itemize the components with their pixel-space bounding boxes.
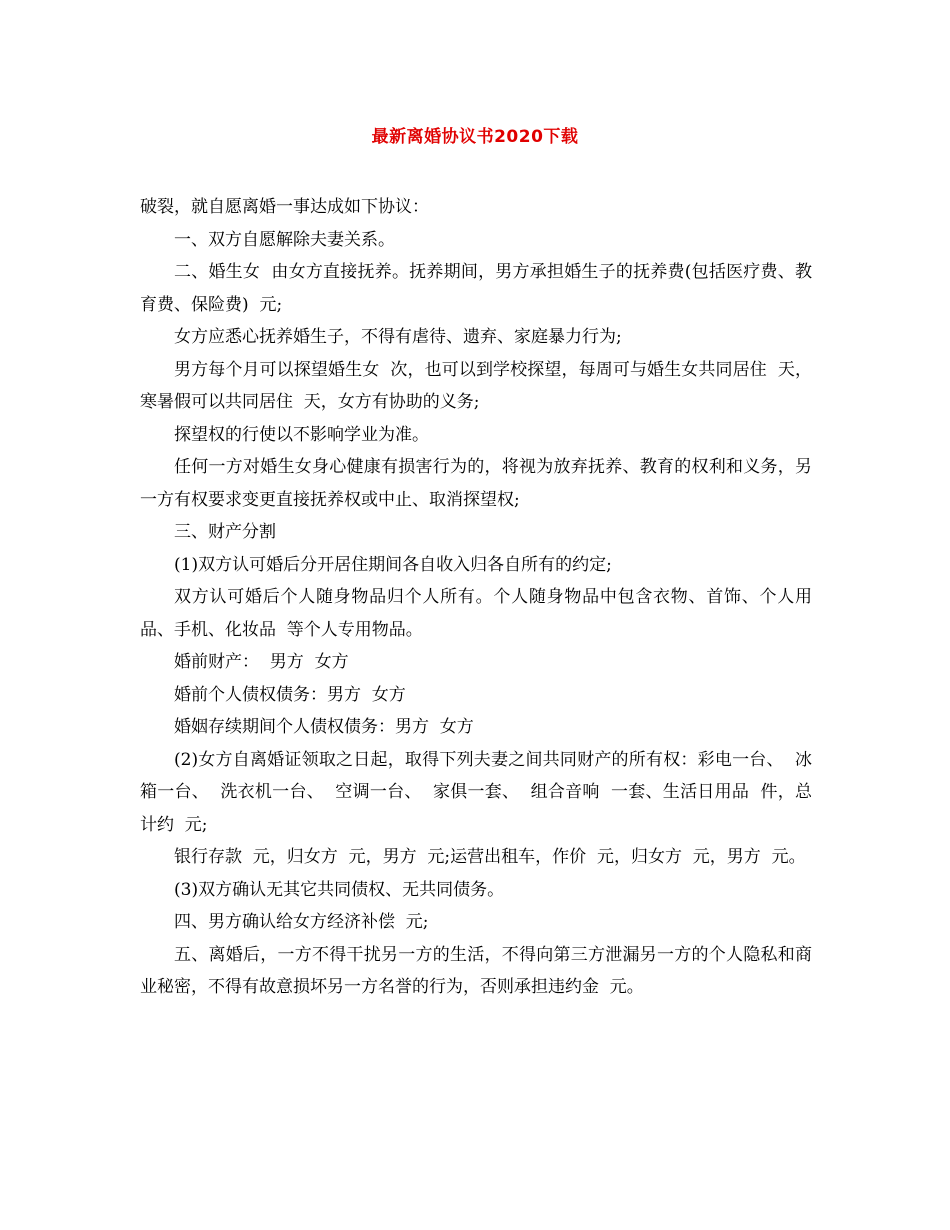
paragraph-bank-deposit: 银行存款 元，归女方 元，男方 元;运营出租车，作价 元，归女方 元，男方 元。 [174,847,806,867]
paragraph-clause-3-heading: 三、财产分割 [174,522,276,542]
paragraph-visitation-limit: 探望权的行使以不影响学业为准。 [174,424,429,445]
paragraph-clause-4: 四、男方确认给女方经济补偿 元; [174,912,429,932]
paragraph-harm-clause: 任何一方对婚生女身心健康有损害行为的，将视为放弃抚养、教育的权利和义务，另一方有权要求变更直接抚养权或中止、取消探望权; [140,457,812,510]
paragraph-clause-1: 一、双方自愿解除夫妻关系。 [174,229,395,250]
paragraph-personal-items: 双方认可婚后个人随身物品归个人所有。个人随身物品中包含衣物、首饰、个人用品、手机、化妆品 等个人专用物品。 [140,587,812,640]
document-body [140,191,812,1004]
paragraph-property-1: (1)双方认可婚后分开居住期间各自收入归各自所有的约定; [174,554,612,575]
paragraph-clause-5: 五、离婚后，一方不得干扰另一方的生活，不得向第三方泄漏另一方的个人隐私和商业秘密，不得有故意损坏另一方名誉的行为，否则承担违约金 元。 [140,944,812,997]
paragraph-property-3: (3)双方确认无其它共同债权、无共同债务。 [174,879,505,900]
document-title: 最新离婚协议书2020下载 [371,127,579,147]
paragraph-property-2: (2)女方自离婚证领取之日起，取得下列夫妻之间共同财产的所有权：彩电一台、 冰箱一台、 洗衣机一台、 空调一台、 家俱一套、 组合音响 一套、生活日用品 件，总计约 元; [140,749,812,835]
paragraph-premarital-property: 婚前财产： 男方 女方 [174,652,349,672]
paragraph-visitation: 男方每个月可以探望婚生女 次，也可以到学校探望，每周可与婚生女共同居住 天，寒暑假可以共同居住 天，女方有协助的义务; [140,359,812,412]
paragraph-clause-2: 二、婚生女 由女方直接抚养。抚养期间，男方承担婚生子的抚养费(包括医疗费、教育费、保险费) 元; [140,262,812,315]
paragraph-marital-debts: 婚姻存续期间个人债权债务：男方 女方 [174,717,474,737]
paragraph-care-duty: 女方应悉心抚养婚生子，不得有虐待、遗弃、家庭暴力行为; [174,327,622,347]
paragraph-preamble: 破裂，就自愿离婚一事达成如下协议： [140,197,429,217]
paragraph-premarital-debts: 婚前个人债权债务：男方 女方 [174,684,406,705]
